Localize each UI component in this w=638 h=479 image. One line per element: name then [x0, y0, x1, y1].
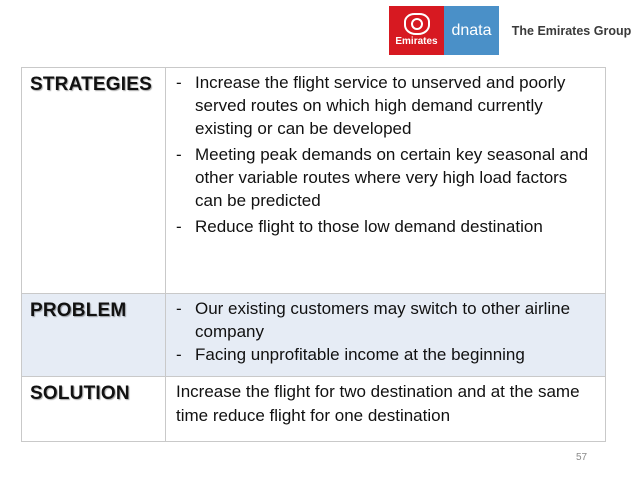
emirates-emblem-icon: [404, 13, 430, 35]
emirates-logo: [389, 6, 444, 55]
row-label-solution: SOLUTION: [30, 383, 130, 404]
table-row-strategies: [22, 68, 606, 294]
table-row-problem: [22, 294, 606, 377]
problem-bullet-2: - Facing unprofitable income at the beginning: [174, 343, 597, 366]
problem-bullet-1: - Our existing customers may switch to other airline company: [174, 297, 597, 343]
group-logo: [499, 6, 638, 55]
row-label-strategies: STRATEGIES: [30, 74, 152, 95]
emirates-logo-text: Emirates: [395, 36, 438, 47]
solution-text: Increase the flight for two destination and at the same time reduce flight for one destination: [176, 382, 580, 425]
strategy-table: [21, 67, 606, 442]
dnata-logo-text: dnata: [451, 21, 492, 39]
table-row-solution: [22, 377, 606, 442]
dnata-logo: [444, 6, 499, 55]
group-name: The Emirates Group: [511, 23, 632, 38]
strategy-bullet-1: - Increase the flight service to unserved and poorly served routes on which high demand currently existing or can be developed: [174, 71, 597, 140]
page-number: 57: [576, 452, 588, 463]
header-logos: [389, 6, 638, 55]
strategy-bullet-2: - Meeting peak demands on certain key seasonal and other variable routes where very high load factors can be predicted: [174, 143, 597, 212]
strategy-bullet-3: - Reduce flight to those low demand destination: [174, 215, 597, 238]
row-label-problem: PROBLEM: [30, 300, 127, 321]
